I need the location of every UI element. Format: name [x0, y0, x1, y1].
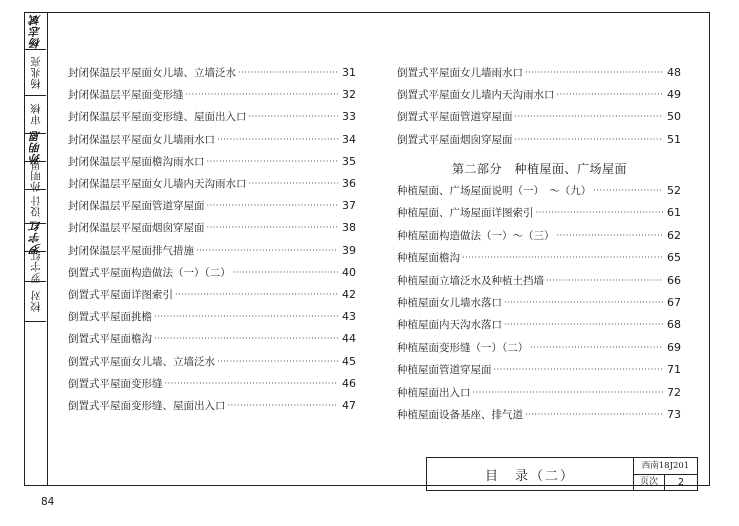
toc-entry-page: 48	[667, 66, 681, 79]
signature-label	[25, 95, 46, 134]
toc-entry	[397, 250, 681, 266]
toc-entry	[68, 331, 356, 347]
dot-leader	[536, 205, 664, 221]
dot-leader	[217, 354, 338, 370]
toc-entry	[397, 65, 681, 81]
toc-entry-title: 种植屋面变形缝（一）（二）	[397, 341, 529, 354]
toc-entry-page: 33	[342, 110, 356, 124]
dot-leader	[557, 87, 664, 103]
dot-leader	[494, 362, 664, 378]
dot-leader	[154, 309, 338, 325]
toc-entry	[397, 385, 681, 401]
dot-leader	[515, 132, 664, 148]
toc-entry-title: 封闭保温层平屋面檐沟雨水口	[68, 155, 205, 168]
dot-leader	[207, 198, 339, 214]
dot-leader	[207, 220, 339, 236]
toc-entry	[68, 309, 356, 325]
toc-entry	[68, 287, 356, 303]
toc-entry-page: 47	[342, 399, 356, 412]
toc-entry	[397, 340, 681, 356]
signature-text: 杨志斌	[28, 13, 42, 49]
signature-text: 校对	[30, 290, 42, 312]
dot-leader	[249, 109, 339, 125]
toc-entry	[68, 376, 356, 392]
toc-entry-page: 69	[667, 340, 681, 354]
title-block-title: 目 录（二）	[427, 458, 634, 490]
toc-entry-page: 65	[667, 251, 681, 265]
toc-entry	[68, 198, 356, 214]
dot-leader	[249, 176, 339, 192]
signature-label	[25, 158, 46, 192]
dot-leader	[165, 376, 339, 392]
toc-entry-page: 32	[342, 88, 356, 102]
toc-entry-title: 种植屋面出入口	[397, 386, 471, 399]
toc-entry-title: 封闭保温层平屋面排气措施	[68, 244, 194, 257]
dot-leader	[546, 273, 663, 289]
toc-entry	[397, 132, 681, 148]
dot-leader	[593, 183, 663, 199]
toc-entry-title: 封闭保温层平屋面女儿墙雨水口	[68, 133, 215, 146]
toc-entry	[68, 65, 356, 81]
toc-entry	[397, 205, 681, 221]
signature-label	[25, 251, 46, 282]
toc-entry	[397, 87, 681, 103]
toc-entry-title: 种植屋面构造做法（一）～（三）	[397, 229, 555, 242]
dot-leader	[217, 132, 338, 148]
toc-entry-title: 封闭保温层平屋面烟囱穿屋面	[68, 222, 205, 235]
toc-entry-title: 倒置式平屋面烟囱穿屋面	[397, 133, 513, 146]
toc-entry-title: 倒置式平屋面构造做法（一）（二）	[68, 266, 231, 279]
dot-leader	[207, 154, 339, 170]
toc-entry-title: 种植屋面、广场屋面详图索引	[397, 207, 534, 220]
toc-entry-page: 46	[342, 376, 356, 390]
toc-entry-title: 种植屋面、广场屋面说明（一） ～（九）	[397, 185, 592, 197]
signature-label	[25, 281, 46, 322]
toc-entry-title: 封闭保温层平屋面变形缝、屋面出入口	[68, 111, 247, 124]
toc-entry-page: 45	[342, 354, 356, 368]
toc-entry	[68, 243, 356, 259]
toc-entry	[397, 317, 681, 333]
dot-leader	[504, 295, 663, 311]
toc-entry	[68, 176, 356, 192]
toc-entry-page: 31	[342, 66, 356, 79]
page-value: 2	[677, 477, 685, 488]
toc-entry-page: 61	[667, 206, 681, 220]
dot-leader	[525, 65, 663, 81]
signature-text: 罗宇红	[28, 219, 42, 255]
dot-leader	[154, 331, 338, 347]
signature-text: 设计	[30, 195, 42, 217]
toc-entry-page: 36	[342, 177, 356, 190]
dot-leader	[462, 250, 663, 266]
toc-entry	[397, 109, 681, 125]
toc-entry-page: 34	[342, 132, 356, 146]
toc-entry-page: 62	[667, 228, 681, 242]
toc-entry	[68, 265, 356, 281]
toc-entry-page: 67	[667, 296, 681, 309]
toc-entry-page: 66	[667, 273, 681, 287]
toc-entry-page: 49	[667, 88, 681, 102]
toc-entry	[397, 183, 681, 199]
toc-entry-title: 倒置式平屋面变形缝	[68, 377, 163, 390]
toc-entry-page: 68	[667, 318, 681, 332]
dot-leader	[473, 385, 664, 401]
toc-entry-title: 倒置式平屋面女儿墙内天沟雨水口	[397, 89, 555, 102]
toc-entry-page: 40	[342, 265, 356, 279]
dot-leader	[228, 398, 339, 414]
dot-leader	[515, 109, 664, 125]
dot-leader	[175, 287, 338, 303]
toc-entry-page: 38	[342, 221, 356, 235]
toc-entry-page: 52	[667, 184, 681, 197]
toc-entry-page: 73	[667, 408, 681, 421]
atlas-code: 西南18J201	[634, 458, 697, 475]
toc-entry-title: 倒置式平屋面女儿墙雨水口	[397, 67, 523, 79]
toc-entry-page: 50	[667, 110, 681, 124]
toc-entry-page: 35	[342, 154, 356, 168]
toc-entry-page: 71	[667, 363, 681, 377]
signature-text: 审核	[30, 103, 42, 125]
toc-entry	[68, 154, 356, 170]
section-heading: 第二部分 种植屋面、广场屋面	[452, 162, 628, 176]
toc-entry-title: 种植屋面内天沟水落口	[397, 319, 502, 332]
dot-leader	[504, 317, 663, 333]
signature	[25, 219, 46, 255]
toc-entry-page: 43	[342, 310, 356, 324]
toc-entry	[68, 220, 356, 236]
toc-entry-page: 42	[342, 288, 356, 301]
signature-text: 孙明恩	[30, 158, 42, 192]
toc-entry	[68, 398, 356, 414]
signature-label	[25, 49, 46, 96]
toc-entry-title: 倒置式平屋面变形缝、屋面出入口	[68, 400, 226, 412]
dot-leader	[233, 265, 338, 281]
toc-entry-title: 倒置式平屋面女儿墙、立墙泛水	[68, 355, 215, 368]
toc-entry	[68, 109, 356, 125]
toc-entry-page: 72	[667, 385, 681, 399]
toc-entry-title: 倒置式平屋面檐沟	[68, 333, 152, 346]
toc-entry	[397, 295, 681, 311]
dot-leader	[196, 243, 338, 259]
dot-leader	[530, 340, 663, 356]
toc-entry-title: 倒置式平屋面管道穿屋面	[397, 111, 513, 124]
toc-entry-title: 封闭保温层平屋面女儿墙、立墙泛水	[68, 67, 236, 79]
dot-leader	[525, 407, 663, 423]
toc-entry-title: 种植屋面管道穿屋面	[397, 364, 492, 377]
signature-text: 罗宇红	[30, 249, 42, 283]
toc-entry	[68, 354, 356, 370]
toc-entry-title: 封闭保温层平屋面变形缝	[68, 89, 184, 102]
signature	[25, 13, 46, 50]
toc-entry-page: 51	[667, 132, 681, 146]
toc-entry-title: 种植屋面女儿墙水落口	[397, 297, 502, 309]
toc-entry-page: 44	[342, 332, 356, 346]
toc-entry-title: 种植屋面设备基座、排气道	[397, 409, 523, 421]
dot-leader	[557, 228, 664, 244]
toc-entry-title: 封闭保温层平屋面女儿墙内天沟雨水口	[68, 178, 247, 190]
toc-entry	[397, 273, 681, 289]
toc-entry-page: 39	[342, 243, 356, 257]
toc-entry-page: 37	[342, 199, 356, 213]
toc-entry	[397, 407, 681, 423]
dot-leader	[238, 65, 338, 81]
toc-entry-title: 倒置式平屋面详图索引	[68, 289, 173, 301]
signature	[25, 129, 46, 165]
toc-entry-title: 种植屋面檐沟	[397, 252, 460, 265]
signature-text: 孙明恩	[28, 129, 42, 165]
page-number: 84	[41, 496, 55, 508]
signature-column	[24, 12, 47, 486]
signature-text: 杨兆亮	[30, 55, 42, 89]
toc-entry-title: 倒置式平屋面挑檐	[68, 311, 152, 324]
toc-entry-title: 封闭保温层平屋面管道穿屋面	[68, 200, 205, 213]
title-block	[426, 457, 698, 491]
toc-entry	[397, 362, 681, 378]
toc-entry-title: 种植屋面立墙泛水及种植土挡墙	[397, 274, 544, 287]
toc-entry	[68, 132, 356, 148]
toc-entry	[397, 228, 681, 244]
page-label: 页次	[634, 475, 665, 490]
dot-leader	[186, 87, 339, 103]
toc-entry	[68, 87, 356, 103]
